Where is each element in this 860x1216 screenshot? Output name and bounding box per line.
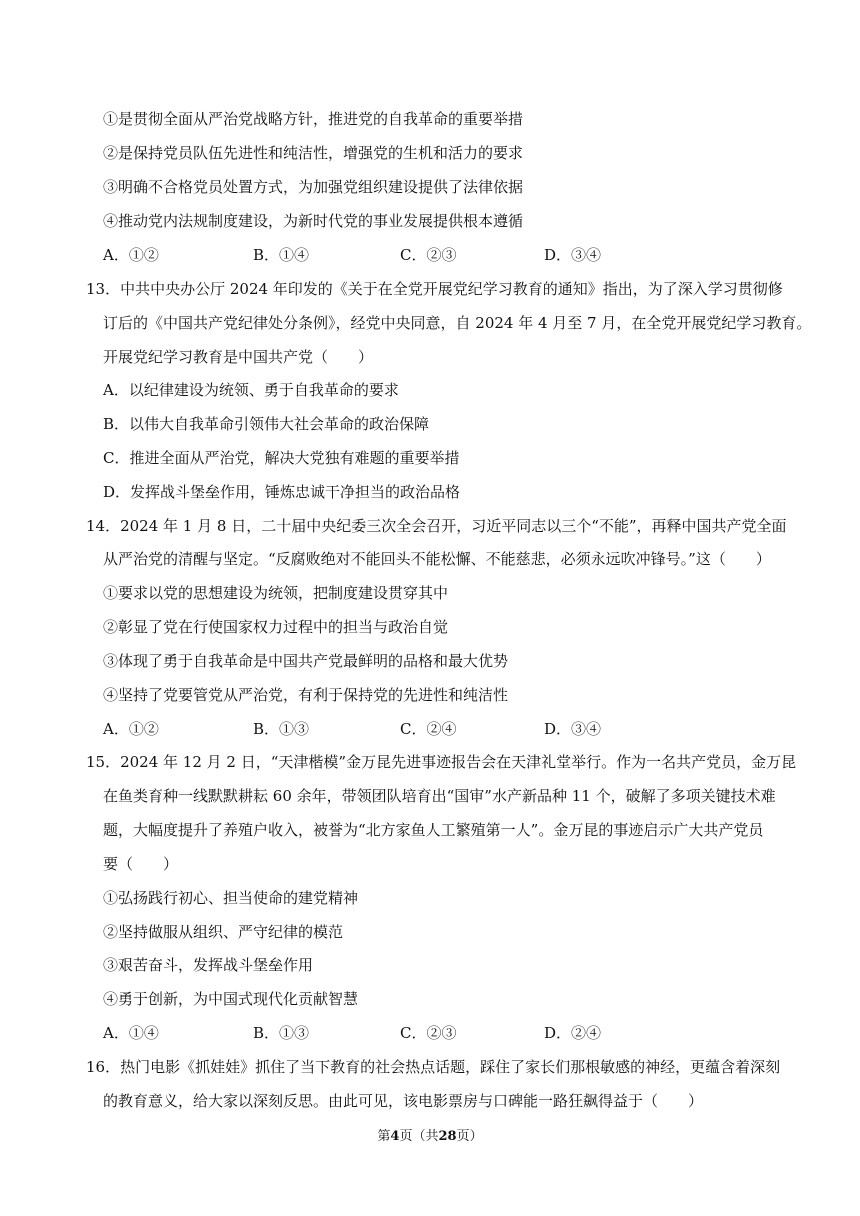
q15-choice-b: B．①③ (253, 1024, 310, 1042)
footer-total-pages: 28 (438, 1129, 457, 1144)
q14-choice-d: D．③④ (544, 720, 602, 738)
q15-choices (103, 1023, 703, 1043)
q14-choice-a: A．①② (103, 720, 159, 738)
q13-stem-line-2: 订后的《中国共产党纪律处分条例》，经党中央同意，自 2024 年 4 月至 7 月，在全党开展党纪学习教育。 (103, 314, 812, 332)
q14-choices (103, 719, 703, 739)
q14-choice-b: B．①③ (253, 720, 310, 738)
q15-option-3: ③艰苦奋斗，发挥战斗堡垒作用 (103, 956, 314, 974)
q15-option-1: ①弘扬践行初心、担当使命的建党精神 (103, 889, 359, 907)
q13-choice-c: C．推进全面从严治党，解决大党独有难题的重要举措 (103, 449, 460, 467)
q14-option-4: ④坚持了党要管党从严治党，有利于保持党的先进性和纯洁性 (103, 686, 509, 704)
q12-option-4: ④推动党内法规制度建设，为新时代党的事业发展提供根本遵循 (103, 212, 524, 230)
q12-choice-b: B．①④ (253, 246, 310, 264)
q12-option-2: ②是保持党员队伍先进性和纯洁性，增强党的生机和活力的要求 (103, 144, 524, 162)
q15-stem-line-2: 在鱼类育种一线默默耕耘 60 余年，带领团队培育出“国审”水产新品种 11 个，破解了多项关键技术难 (103, 787, 776, 805)
q15-option-2: ②坚持做服从组织、严守纪律的模范 (103, 923, 344, 941)
q14-option-1: ①要求以党的思想建设为统领，把制度建设贯穿其中 (103, 584, 449, 602)
q14-option-2: ②彰显了党在行使国家权力过程中的担当与政治自觉 (103, 618, 449, 636)
q12-option-1: ①是贯彻全面从严治党战略方针，推进党的自我革命的重要举措 (103, 110, 524, 128)
page-footer (0, 1127, 860, 1147)
q12-choice-a: A．①② (103, 246, 159, 264)
q16-stem-line-1: 16．热门电影《抓娃娃》抓住了当下教育的社会热点话题，踩住了家长们那根敏感的神经，更蕴含着深刻 (86, 1058, 781, 1076)
q13-choice-b: B．以伟大自我革命引领伟大社会革命的政治保障 (103, 415, 430, 433)
q15-stem-line-1: 15．2024 年 12 月 2 日，“天津楷模”金万昆先进事迹报告会在天津礼堂举行。作为一名共产党员，金万昆 (86, 753, 797, 771)
q14-choice-c: C．②④ (400, 720, 457, 738)
footer-middle: 页（共 (399, 1129, 439, 1144)
footer-prefix: 第 (377, 1129, 391, 1144)
q16-stem-line-2: 的教育意义，给大家以深刻反思。由此可见，该电影票房与口碑能一路狂飙得益于（ ） (103, 1092, 704, 1110)
q13-choice-d: D．发挥战斗堡垒作用，锤炼忠诚干净担当的政治品格 (103, 483, 461, 501)
q12-choice-c: C．②③ (400, 246, 457, 264)
q12-choice-d: D．③④ (544, 246, 602, 264)
q13-stem-line-3: 开展党纪学习教育是中国共产党（ ） (103, 348, 374, 366)
q14-stem-line-2: 从严治党的清醒与坚定。“反腐败绝对不能回头不能松懈、不能慈悲，必须永远吹冲锋号。”这（ ） (103, 550, 771, 568)
q15-choice-c: C．②③ (400, 1024, 457, 1042)
q15-stem-line-4: 要（ ） (103, 855, 179, 873)
q15-choice-d: D．②④ (544, 1024, 602, 1042)
q15-choice-a: A．①④ (103, 1024, 159, 1042)
q15-option-4: ④勇于创新，为中国式现代化贡献智慧 (103, 990, 359, 1008)
q13-choice-a: A．以纪律建设为统领、勇于自我革命的要求 (103, 381, 399, 399)
q15-stem-line-3: 题，大幅度提升了养殖户收入，被誉为“北方家鱼人工繁殖第一人”。金万昆的事迹启示广大共产党员 (103, 821, 764, 839)
footer-page-number: 4 (390, 1129, 400, 1144)
q14-option-3: ③体现了勇于自我革命是中国共产党最鲜明的品格和最大优势 (103, 652, 509, 670)
q12-choices (103, 245, 703, 265)
q13-stem-line-1: 13．中共中央办公厅 2024 年印发的《关于在全党开展党纪学习教育的通知》指出，为了深入学习贯彻修 (86, 280, 783, 298)
footer-suffix: 页） (456, 1129, 483, 1144)
q12-option-3: ③明确不合格党员处置方式，为加强党组织建设提供了法律依据 (103, 178, 524, 196)
q14-stem-line-1: 14．2024 年 1 月 8 日，二十届中央纪委三次全会召开，习近平同志以三个“不能”，再释中国共产党全面 (86, 517, 787, 535)
